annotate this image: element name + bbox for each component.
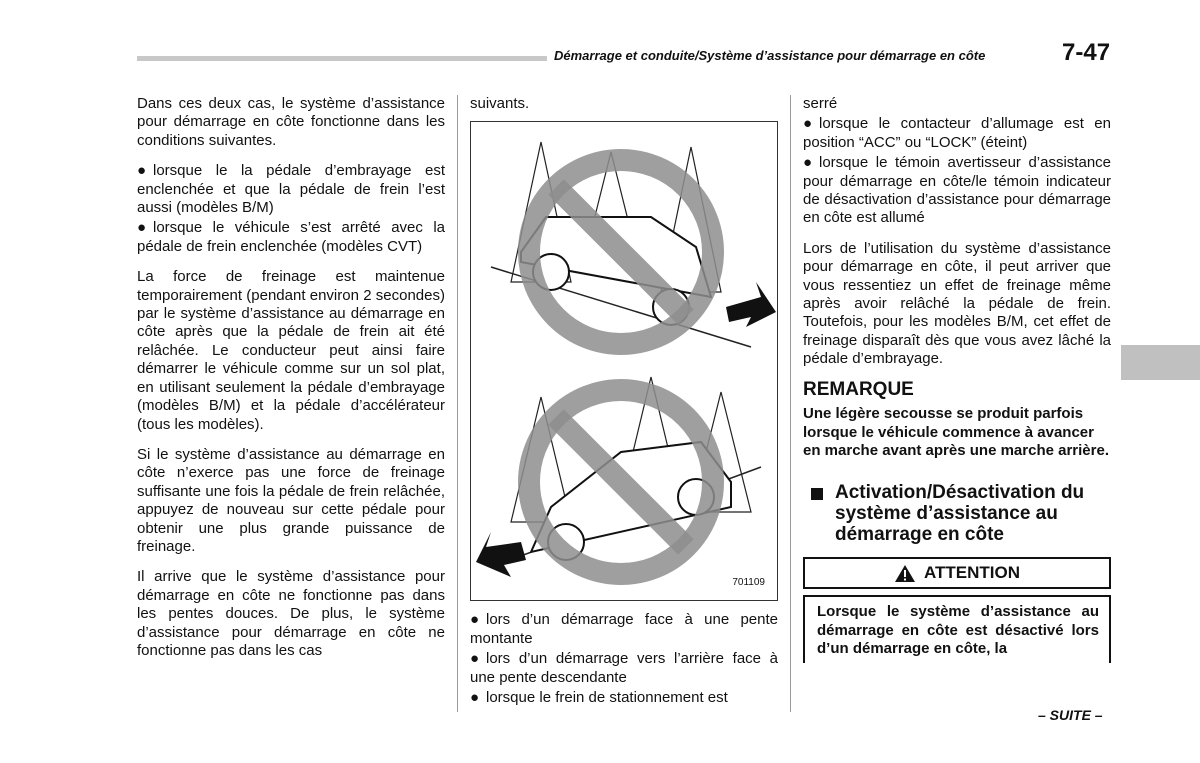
paragraph: serré xyxy=(803,95,838,112)
section-heading xyxy=(803,482,1111,545)
page-number: 7-47 xyxy=(1062,39,1111,66)
attention-header xyxy=(803,557,1111,589)
remarque-body: Une légère secousse se produit parfois lorsque le véhicule commence à avancer en marche avant après une marche arrière. xyxy=(803,405,1109,459)
attention-body: Lorsque le système d’assistance au démarrage en côte est désactivé lors d’un démarrage en côte, la xyxy=(803,595,1111,663)
paragraph: Dans ces deux cas, le système d’assistance pour démarrage en côte fonctionne dans les conditions suivantes. xyxy=(137,95,445,149)
figure-code: 701109 xyxy=(732,577,765,588)
bullet-item xyxy=(137,219,445,256)
column-divider-2 xyxy=(790,95,791,712)
column-1 xyxy=(137,95,445,672)
header-rule xyxy=(137,56,547,61)
black-square-icon xyxy=(811,488,823,500)
bullet-text: lorsque le frein de stationnement est xyxy=(486,689,728,707)
paragraph: La force de freinage est maintenue temporairement (pendant environ 2 secondes) par le système d’assistance au démarrage en côte après que la pédale de frein ait été relâchée. Le conducteur peut ainsi faire démarrer le véhicule comme sur un sol plat, en utilisant seulement la pédale d’embrayage (modèles B/M) et la pédale d’accélérateur (tous les modèles). xyxy=(137,268,445,433)
bullet-text: lorsque le véhicule s’est arrêté avec la pédale de frein enclenchée (modèles CVT) xyxy=(137,219,445,255)
paragraph: Il arrive que le système d’assistance pour démarrage en côte ne fonctionne pas dans les pentes douces. De plus, le système d’assistance pour démarrage en côte ne fonctionne pas dans les cas xyxy=(137,568,445,659)
paragraph: suivants. xyxy=(470,95,530,112)
backward-arrow-icon xyxy=(476,532,526,577)
column-divider-1 xyxy=(457,95,458,712)
bullet-item xyxy=(470,689,778,707)
warning-triangle-icon xyxy=(894,564,916,583)
bullet-item xyxy=(470,650,778,687)
bullet-dot-icon: ● xyxy=(137,162,147,180)
bullet-text: lorsque le contacteur d’allumage est en position “ACC” ou “LOCK” (éteint) xyxy=(803,115,1111,151)
bullet-dot-icon: ● xyxy=(803,115,813,133)
bullet-text: lorsque le témoin avertisseur d’assistance pour démarrage en côte/le témoin indicateur de désactivation d’assistance pour démarrage en côte est allumé xyxy=(803,154,1111,227)
bullet-item xyxy=(470,611,778,648)
bullet-dot-icon: ● xyxy=(470,650,480,668)
prohibited-situations-drawing xyxy=(471,122,777,600)
bullet-text: lors d’un démarrage vers l’arrière face à une pente descendante xyxy=(470,650,778,686)
bullet-dot-icon: ● xyxy=(470,611,480,629)
column-3 xyxy=(803,95,1111,663)
bullet-item xyxy=(803,115,1111,152)
bullet-text: lorsque le la pédale d’embrayage est enclenchée et que la pédale de frein l’est aussi (modèles B/M) xyxy=(137,162,445,217)
hill-start-illustration xyxy=(470,121,778,601)
chapter-thumb-tab xyxy=(1121,345,1200,380)
bullet-item xyxy=(137,162,445,217)
paragraph: Si le système d’assistance au démarrage en côte n’exerce pas une force de freinage suffisante une fois la pédale de frein relâchée, appuyez de nouveau sur cette pédale pour obtenir une plus grande puissance de freinage. xyxy=(137,445,445,555)
forward-arrow-icon xyxy=(726,282,776,327)
bullet-dot-icon: ● xyxy=(470,689,480,707)
attention-label: ATTENTION xyxy=(923,563,1020,583)
running-header-title: Démarrage et conduite/Système d’assistance pour démarrage en côte xyxy=(554,48,986,63)
bullet-dot-icon: ● xyxy=(137,219,147,237)
bullet-item xyxy=(803,154,1111,228)
bullet-dot-icon: ● xyxy=(803,154,813,172)
continued-marker: – SUITE – xyxy=(1038,707,1103,723)
remarque-heading: REMARQUE xyxy=(803,378,914,400)
column-2 xyxy=(470,95,778,709)
paragraph: Lors de l’utilisation du système d’assistance pour démarrage en côte, il peut arriver que vous ressentiez un effet de freinage même après avoir relâché la pédale de frein. Toutefois, pour les modèles B/M, cet effet de freinage disparaît dès que vous avez lâché la pédale d’embrayage. xyxy=(803,239,1111,368)
section-title: Activation/Désactivation du système d’assistance au démarrage en côte xyxy=(835,482,1085,546)
bullet-text: lors d’un démarrage face à une pente montante xyxy=(470,611,778,647)
